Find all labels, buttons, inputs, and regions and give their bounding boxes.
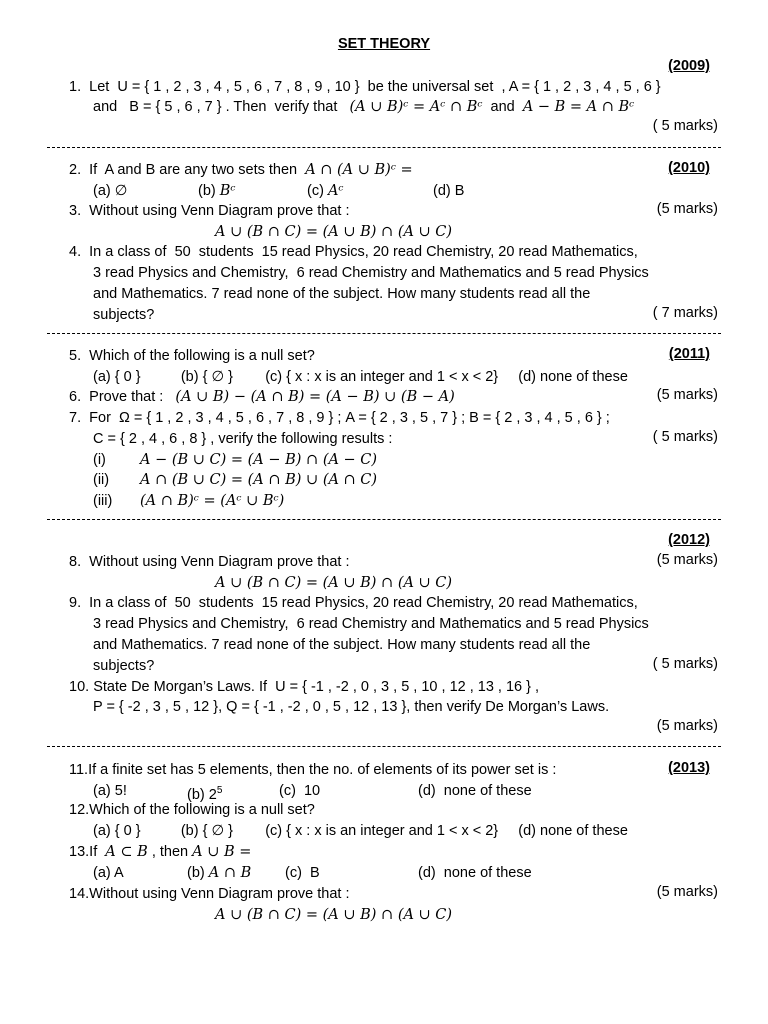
section-divider <box>47 333 721 334</box>
q14-marks: (5 marks) <box>656 884 718 900</box>
q2-option-b: (b) Bᶜ <box>198 183 236 199</box>
q14-line: 14.Without using Venn Diagram prove that : <box>69 886 350 902</box>
q13-option-b: (b) A ∩ B <box>187 865 252 881</box>
q7-part-i-equation: A − (B ∪ C) = (A − B) ∩ (A − C) <box>140 452 378 468</box>
year-2010-label: (2010) <box>668 160 710 176</box>
q7-part-ii-equation: A ∩ (B ∪ C) = (A ∩ B) ∪ (A ∩ C) <box>140 472 378 488</box>
q11-option-d: (d) none of these <box>418 783 532 799</box>
q9-line4: subjects? <box>93 658 155 674</box>
q11-option-b: (b) $2^5$ <box>187 785 223 803</box>
q1-marks: ( 5 marks) <box>652 118 718 134</box>
q2-option-d: (d) B <box>433 183 465 199</box>
q12-options: (a) { 0 } (b) { ∅ } (c) { x : x is an integer and 1 < x < 2} (d) none of these <box>93 823 628 839</box>
year-2009-label: (2009) <box>668 58 710 74</box>
q8-equation: A ∪ (B ∩ C) = (A ∪ B) ∩ (A ∪ C) <box>215 575 453 591</box>
q7-line2: C = { 2 , 4 , 6 , 8 } , verify the following results : <box>93 431 393 447</box>
section-divider <box>47 147 721 148</box>
q3-line: 3. Without using Venn Diagram prove that : <box>69 203 350 219</box>
q7-line1: 7. For Ω = { 1 , 2 , 3 , 4 , 5 , 6 , 7 , 8 , 9 } ; A = { 2 , 3 , 5 , 7 } ; B = { 2 , 3 , 4 , 5 , 6 } ; <box>69 410 610 426</box>
q9-marks: ( 5 marks) <box>652 656 718 672</box>
q7-part-ii-label: (ii) <box>93 472 110 488</box>
year-2011-label: (2011) <box>668 346 710 362</box>
q8-marks: (5 marks) <box>656 552 718 568</box>
q14-equation: A ∪ (B ∩ C) = (A ∪ B) ∩ (A ∪ C) <box>215 907 453 923</box>
q11-option-c: (c) 10 <box>279 783 321 799</box>
q6-line: 6. Prove that : (A ∪ B) − (A ∩ B) = (A − B) ∪ (B − A) <box>69 389 455 405</box>
q10-line1: 10. State De Morgan’s Laws. If U = { -1 , -2 , 0 , 3 , 5 , 10 , 12 , 13 , 16 } , <box>69 679 540 695</box>
q5-line: 5. Which of the following is a null set? <box>69 348 315 364</box>
q12-line: 12.Which of the following is a null set? <box>69 802 315 818</box>
q11-line: 11.If a finite set has 5 elements, then the no. of elements of its power set is : <box>69 762 557 778</box>
q13-option-c: (c) B <box>285 865 320 881</box>
q13-line: 13.If A ⊂ B , then A ∪ B = <box>69 844 252 860</box>
q7-part-iii-equation: (A ∩ B)ᶜ = (Aᶜ ∪ Bᶜ) <box>140 493 285 509</box>
q4-line4: subjects? <box>93 307 155 323</box>
section-divider <box>47 746 721 747</box>
q9-line3: and Mathematics. 7 read none of the subject. How many students read all the <box>93 637 591 653</box>
q7-part-i-label: (i) <box>93 452 106 468</box>
q7-part-iii-label: (iii) <box>93 493 113 509</box>
q2-option-a: (a) ∅ <box>93 183 128 199</box>
q11-option-a: (a) 5! <box>93 783 127 799</box>
q5-options: (a) { 0 } (b) { ∅ } (c) { x : x is an integer and 1 < x < 2} (d) none of these <box>93 369 628 385</box>
year-2013-label: (2013) <box>668 760 710 776</box>
q10-marks: (5 marks) <box>656 718 718 734</box>
q4-marks: ( 7 marks) <box>652 305 718 321</box>
q13-option-a: (a) A <box>93 865 124 881</box>
q13-option-d: (d) none of these <box>418 865 532 881</box>
q7-marks: ( 5 marks) <box>652 429 718 445</box>
q9-line2: 3 read Physics and Chemistry, 6 read Chemistry and Mathematics and 5 read Physics <box>93 616 649 632</box>
q3-equation: A ∪ (B ∩ C) = (A ∪ B) ∩ (A ∪ C) <box>215 224 453 240</box>
q1-line1: 1. Let U = { 1 , 2 , 3 , 4 , 5 , 6 , 7 , 8 , 9 , 10 } be the universal set , A = { 1 , 2 , 3 , 4 , 5 , 6 } <box>69 79 661 95</box>
q4-line1: 4. In a class of 50 students 15 read Physics, 20 read Chemistry, 20 read Mathematics, <box>69 244 638 260</box>
section-divider <box>47 519 721 520</box>
q3-marks: (5 marks) <box>656 201 718 217</box>
year-2012-label: (2012) <box>668 532 710 548</box>
page-title: SET THEORY <box>337 36 431 52</box>
q4-line2: 3 read Physics and Chemistry, 6 read Chemistry and Mathematics and 5 read Physics <box>93 265 649 281</box>
q4-line3: and Mathematics. 7 read none of the subject. How many students read all the <box>93 286 591 302</box>
q8-line: 8. Without using Venn Diagram prove that : <box>69 554 350 570</box>
q10-line2: P = { -2 , 3 , 5 , 12 }, Q = { -1 , -2 , 0 , 5 , 12 , 13 }, then verify De Morgan’s Laws. <box>93 699 610 715</box>
q1-line2: and B = { 5 , 6 , 7 } . Then verify that (A ∪ B)ᶜ = Aᶜ ∩ Bᶜ and A − B = A ∩ Bᶜ <box>93 99 635 115</box>
q6-marks: (5 marks) <box>656 387 718 403</box>
q2-line: 2. If A and B are any two sets then A ∩ (A ∪ B)ᶜ = <box>69 162 413 178</box>
q9-line1: 9. In a class of 50 students 15 read Physics, 20 read Chemistry, 20 read Mathematics, <box>69 595 638 611</box>
q2-option-c: (c) Aᶜ <box>307 183 344 199</box>
